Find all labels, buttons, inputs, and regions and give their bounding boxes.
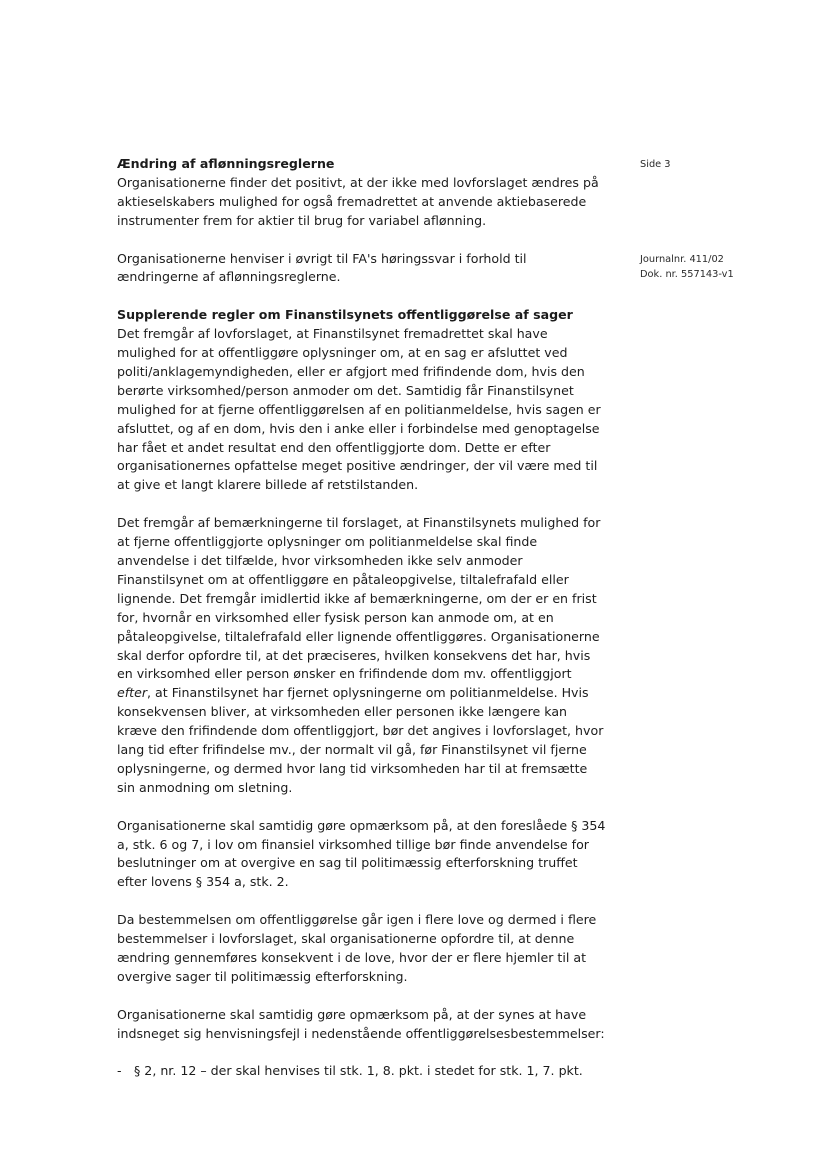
journal-number: Journalnr. 411/02 — [640, 254, 724, 265]
paragraph: Organisationerne finder det positivt, at der ikke med lovforslaget ændres på aktieselskabers mulighed for også fremadrettet at anvende aktiebaserede instrumenter frem for aktier til brug for variabel aflønning. — [117, 174, 599, 228]
paragraph-text: , at Finanstilsynet har fjernet oplysningerne om politianmeldelse. Hvis konsekvensen bliver, at virksomheden eller personen ikke længere kan kræve den frifindende dom offentliggjort, bør det angives i lovforslaget, hvor lang tid efter frifindelse mv., der normalt vil gå, før Finanstilsynet vil fjerne oplysningerne, og dermed hvor lang tid virksomheden har til at fremsætte sin anmodning om sletning. — [117, 685, 604, 795]
list-item-text: § 2, nr. 12 – der skal henvises til stk. 1, 8. pkt. i stedet for stk. 1, 7. pkt. — [134, 1063, 583, 1079]
list-item — [117, 1062, 607, 1081]
emphasis-text: efter — [117, 685, 148, 701]
paragraph: Organisationerne henviser i øvrigt til FA's høringssvar i forhold til ændringerne af aflønningsreglerne. — [117, 250, 527, 285]
document-number: Dok. nr. 557143-v1 — [640, 269, 734, 280]
section-heading: Supplerende regler om Finanstilsynets offentliggørelse af sager — [117, 307, 573, 323]
section-remuneration-rules — [117, 155, 607, 287]
paragraph-text: Det fremgår af bemærkningerne til forslaget, at Finanstilsynets mulighed for at fjerne offentliggjorte oplysninger om politianmeldelse skal finde anvendelse i det tilfælde, hvor virksomheden ikke selv anmoder Finanstilsynet om at offentliggøre en påtaleopgivelse, tiltalefrafald eller lignende. Det fremgår imidlertid ikke af bemærkningerne, om der er en frist for, hvornår en virksomhed eller fysisk person kan anmode om, at en påtaleopgivelse, tiltalefrafald eller lignende offentliggøres. Organisationerne skal derfor opfordre til, at det præciseres, hvilken konsekvens det har, hvis en virksomhed eller person ønsker en frifindende dom mv. offentliggjort — [117, 515, 601, 682]
paragraph: Da bestemmelsen om offentliggørelse går igen i flere love og dermed i flere bestemmelser i lovforslaget, skal organisationerne opfordre til, at denne ændring gennemføres konsekvent i de love, hvor der er flere hjemler til at overgive sager til politimæssig efterforskning. — [117, 912, 597, 984]
section-heading: Ændring af aflønningsreglerne — [117, 156, 335, 171]
bullet-dash: - — [117, 1063, 122, 1079]
document-reference — [640, 252, 780, 282]
page-number-label: Side 3 — [640, 159, 671, 170]
reference-error-list — [117, 1062, 607, 1081]
page-number — [640, 157, 780, 172]
section-publication-of-cases — [117, 306, 607, 1081]
letter-body — [117, 155, 607, 1081]
paragraph: Det fremgår af lovforslaget, at Finanstilsynet fremadrettet skal have mulighed for at offentliggøre oplysninger om, at en sag er afsluttet ved politi/anklagemyndigheden, eller er afgjort med frifindende dom, hvis den berørte virksomhed/person anmoder om det. Samtidig får Finanstilsynet mulighed for at fjerne offentliggørelsen af en politianmeldelse, hvis sagen er afsluttet, og af en dom, hvis den i anke eller i forbindelse med genoptagelse har fået et andet resultat end den offentliggjorte dom. Dette er efter organisationernes opfattelse meget positive ændringer, der vil være med til at give et langt klarere billede af retstilstanden. — [117, 326, 601, 493]
paragraph: Organisationerne skal samtidig gøre opmærksom på, at der synes at have indsneget sig henvisningsfejl i nedenstående offentliggørelsesbestemmelser: — [117, 1006, 605, 1041]
paragraph: Organisationerne skal samtidig gøre opmærksom på, at den foreslåede § 354 a, stk. 6 og 7, i lov om finansiel virksomhed tillige bør finde anvendelse for beslutninger om at overgive en sag til politimæssig efterforskning truffet efter lovens § 354 a, stk. 2. — [117, 817, 606, 890]
paragraph — [117, 514, 607, 798]
